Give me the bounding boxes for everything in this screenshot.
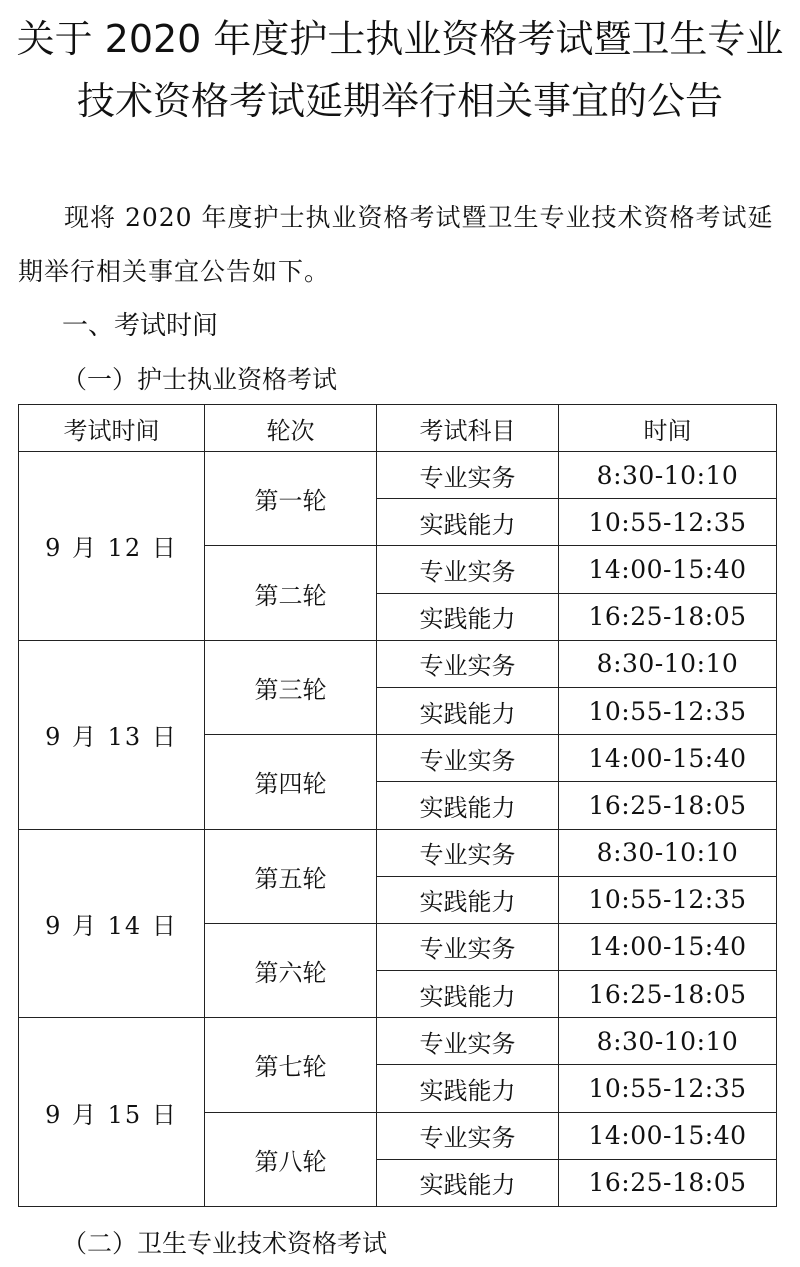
- subject-cell: 实践能力: [377, 499, 559, 546]
- round-cell: 第四轮: [205, 735, 377, 829]
- subject-cell: 实践能力: [377, 876, 559, 923]
- time-cell: 16:25-18:05: [559, 971, 777, 1018]
- time-cell: 10:55-12:35: [559, 1065, 777, 1112]
- exam-date-cell: 9 月 15 日: [19, 1018, 205, 1207]
- document-title-line-2: 技术资格考试延期举行相关事宜的公告: [76, 79, 723, 123]
- exam-date-cell: 9 月 12 日: [19, 452, 205, 641]
- time-cell: 14:00-15:40: [559, 923, 777, 970]
- time-cell: 14:00-15:40: [559, 546, 777, 593]
- subject-cell: 实践能力: [377, 1065, 559, 1112]
- section-heading-exam-time: 一、考试时间: [62, 311, 219, 341]
- subject-cell: 实践能力: [377, 782, 559, 829]
- time-cell: 16:25-18:05: [559, 782, 777, 829]
- time-cell: 8:30-10:10: [559, 829, 777, 876]
- time-cell: 8:30-10:10: [559, 1018, 777, 1065]
- schedule-body: [19, 452, 777, 1207]
- exam-schedule-table: [18, 404, 777, 1207]
- round-cell: 第三轮: [205, 640, 377, 734]
- intro-paragraph-line-2: 期举行相关事宜公告如下。: [18, 257, 331, 286]
- subject-cell: 专业实务: [377, 640, 559, 687]
- header-exam-date: 考试时间: [19, 405, 205, 452]
- time-cell: 8:30-10:10: [559, 640, 777, 687]
- time-cell: 8:30-10:10: [559, 452, 777, 499]
- time-cell: 16:25-18:05: [559, 593, 777, 640]
- subject-cell: 专业实务: [377, 735, 559, 782]
- exam-date-cell: 9 月 13 日: [19, 640, 205, 829]
- subject-cell: 专业实务: [377, 546, 559, 593]
- time-cell: 10:55-12:35: [559, 876, 777, 923]
- header-round: 轮次: [205, 405, 377, 452]
- intro-paragraph-line-1: 现将 2020 年度护士执业资格考试暨卫生专业技术资格考试延: [64, 203, 774, 232]
- round-cell: 第六轮: [205, 923, 377, 1017]
- subject-cell: 实践能力: [377, 971, 559, 1018]
- subject-cell: 专业实务: [377, 1018, 559, 1065]
- time-cell: 14:00-15:40: [559, 735, 777, 782]
- subject-cell: 实践能力: [377, 687, 559, 734]
- round-cell: 第八轮: [205, 1112, 377, 1206]
- time-cell: 10:55-12:35: [559, 687, 777, 734]
- subject-cell: 专业实务: [377, 1112, 559, 1159]
- subsection-health-tech-exam: （二）卫生专业技术资格考试: [62, 1229, 388, 1258]
- header-time: 时间: [559, 405, 777, 452]
- table-header-row: [19, 405, 777, 452]
- table-row: [19, 829, 777, 876]
- document-title-line-1: 关于 2020 年度护士执业资格考试暨卫生专业: [16, 17, 784, 61]
- round-cell: 第一轮: [205, 452, 377, 546]
- time-cell: 10:55-12:35: [559, 499, 777, 546]
- table-row: [19, 640, 777, 687]
- subject-cell: 专业实务: [377, 829, 559, 876]
- subject-cell: 专业实务: [377, 452, 559, 499]
- table-row: [19, 452, 777, 499]
- round-cell: 第七轮: [205, 1018, 377, 1112]
- header-subject: 考试科目: [377, 405, 559, 452]
- exam-date-cell: 9 月 14 日: [19, 829, 205, 1018]
- subsection-nurse-exam: （一）护士执业资格考试: [62, 365, 338, 394]
- time-cell: 14:00-15:40: [559, 1112, 777, 1159]
- subject-cell: 专业实务: [377, 923, 559, 970]
- round-cell: 第二轮: [205, 546, 377, 640]
- subject-cell: 实践能力: [377, 593, 559, 640]
- subject-cell: 实践能力: [377, 1159, 559, 1206]
- time-cell: 16:25-18:05: [559, 1159, 777, 1206]
- round-cell: 第五轮: [205, 829, 377, 923]
- table-row: [19, 1018, 777, 1065]
